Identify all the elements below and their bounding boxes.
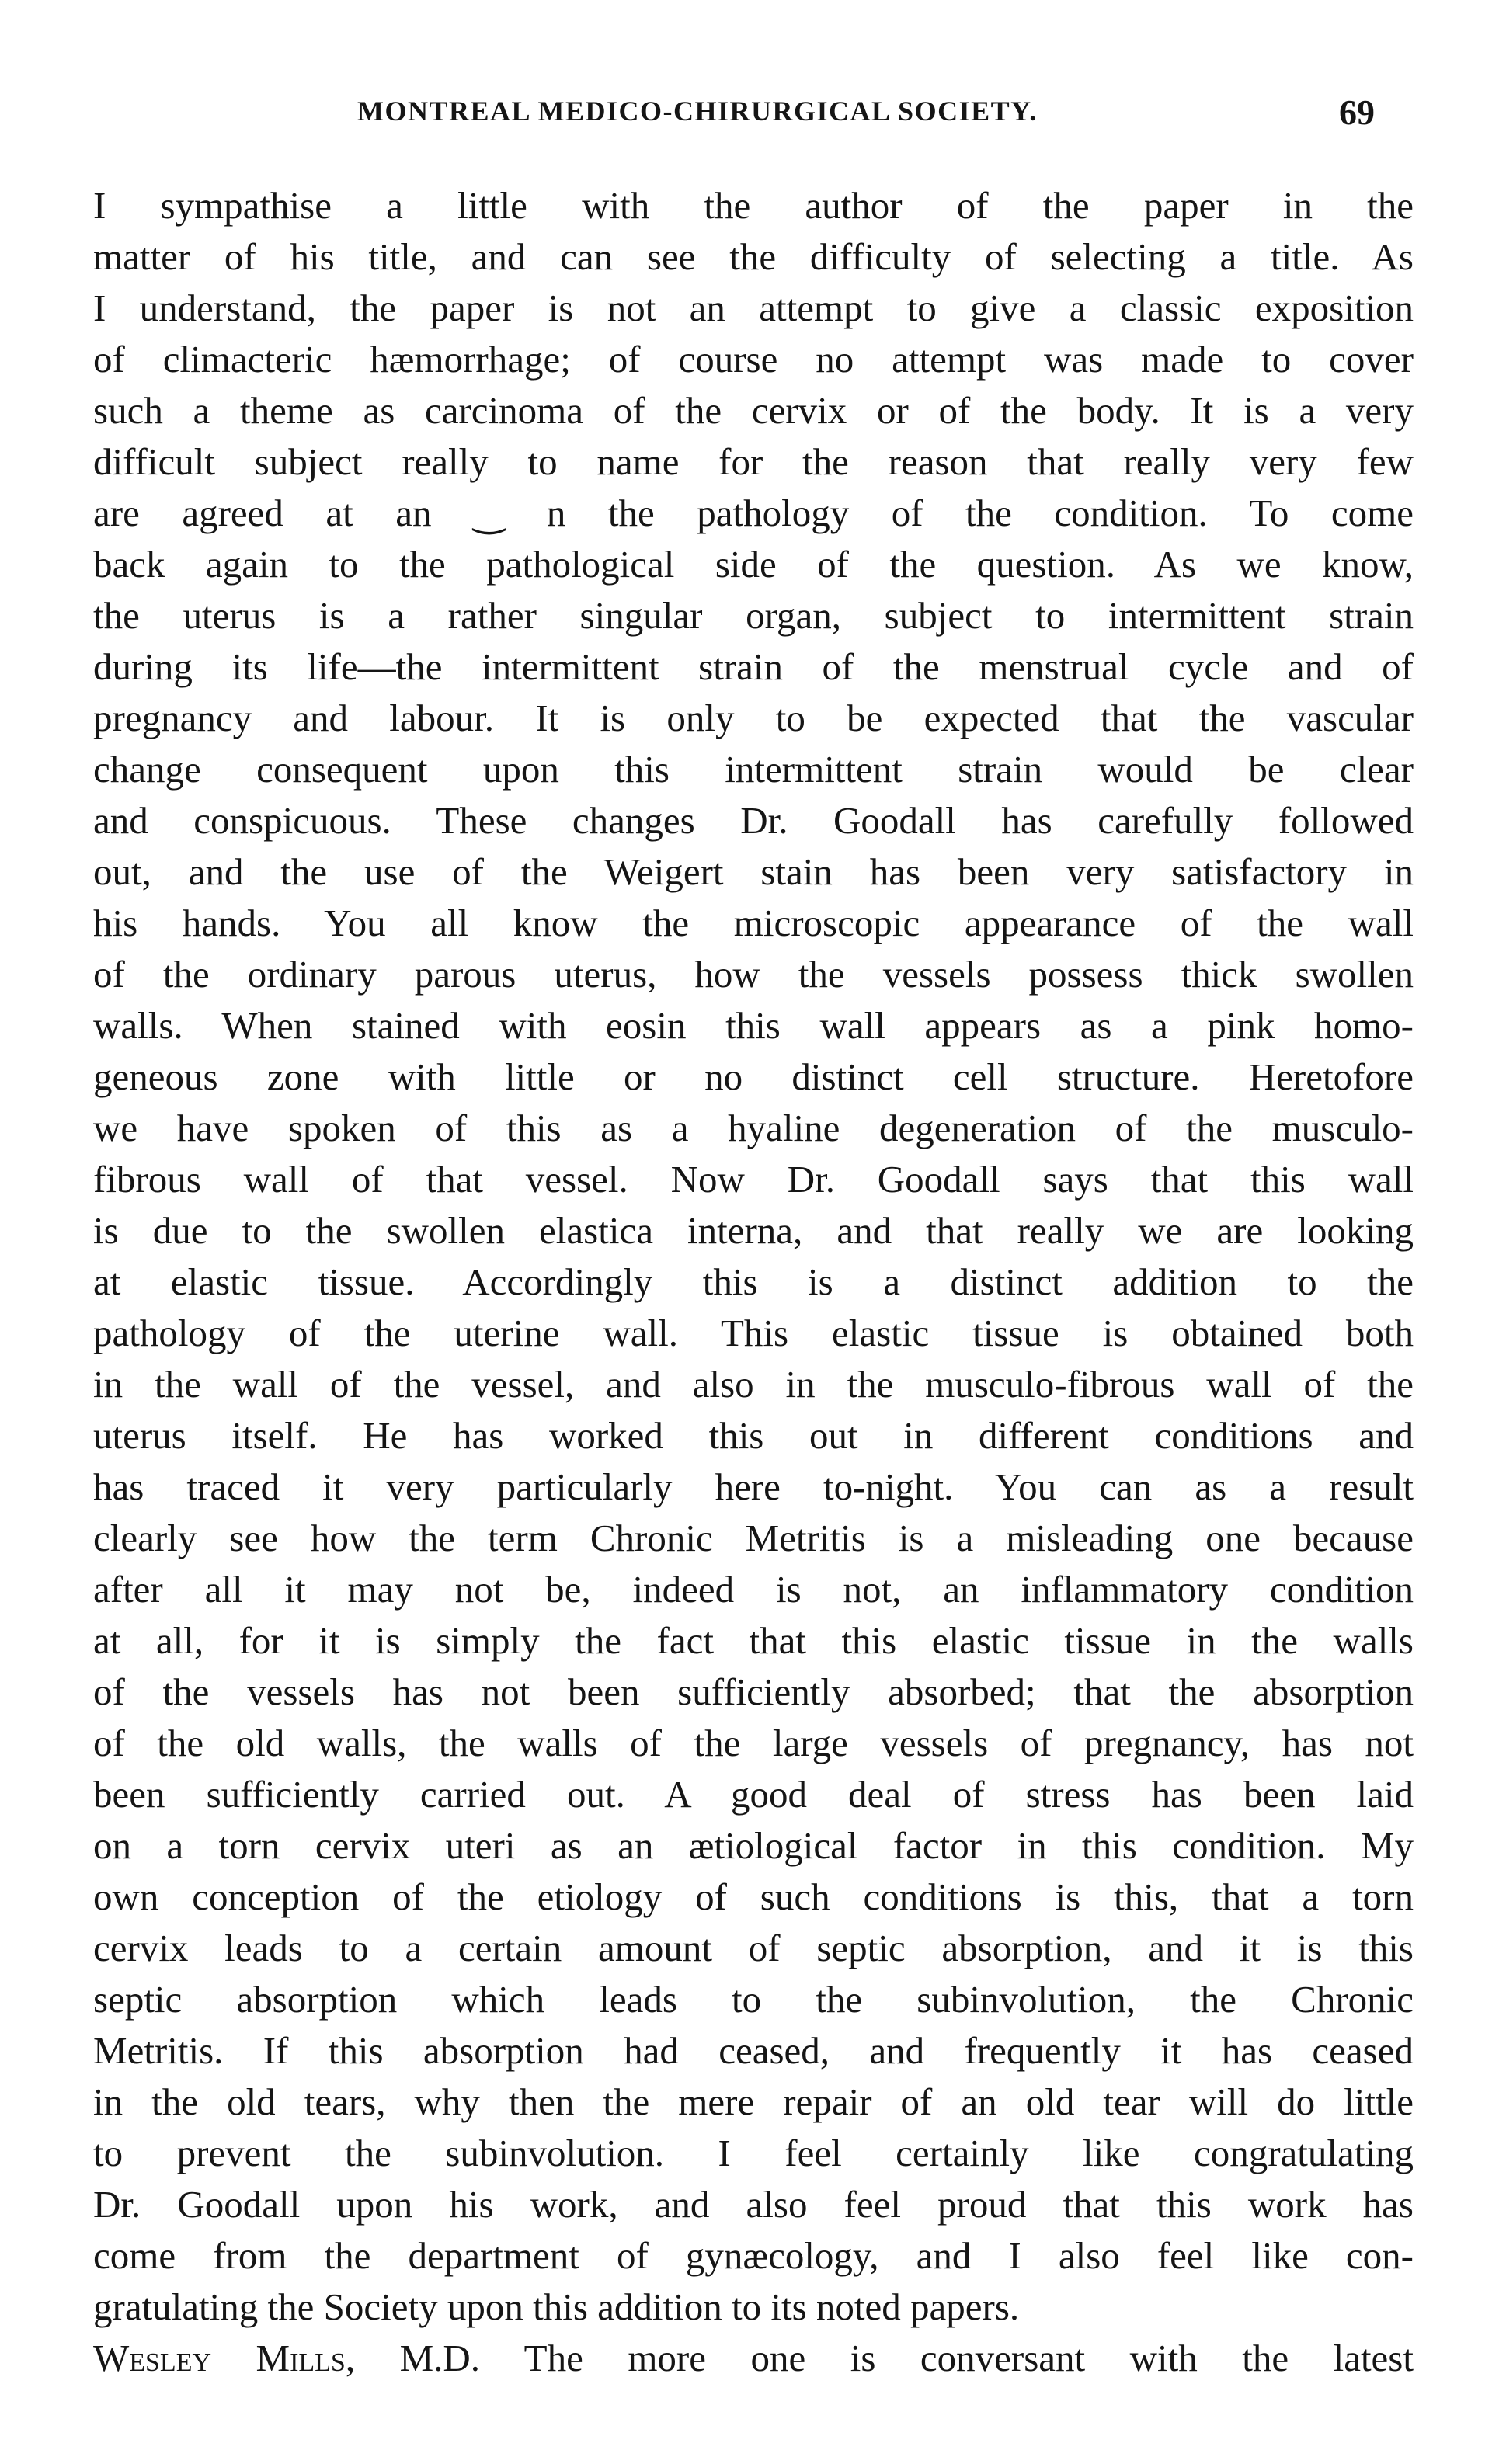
text-line: at elastic tissue. Accordingly this is a distinct addition to the <box>93 1260 1414 1303</box>
text-line: I sympathise a little with the author of the paper in the <box>93 184 1414 227</box>
text-line: during its life—the intermittent strain of the menstrual cycle and of <box>93 645 1414 688</box>
text-line: septic absorption which leads to the subinvolution, the Chronic <box>93 1978 1414 2021</box>
text-line: of the vessels has not been sufficiently absorbed; that the absorption <box>93 1670 1414 1713</box>
text-line: of the ordinary parous uterus, how the vessels possess thick swollen <box>93 953 1414 996</box>
text-line: in the old tears, why then the mere repair of an old tear will do little <box>93 2080 1414 2123</box>
text-line: the uterus is a rather singular organ, subject to intermittent strain <box>93 594 1414 637</box>
text-line: his hands. You all know the microscopic appearance of the wall <box>93 902 1414 944</box>
text-line: after all it may not be, indeed is not, an inflammatory condition <box>93 1568 1414 1611</box>
running-title: MONTREAL MEDICO-CHIRURGICAL SOCIETY. <box>357 96 1038 127</box>
text-line: are agreed at an ‿ n the pathology of the condition. To come <box>93 492 1414 534</box>
text-line: pathology of the uterine wall. This elastic tissue is obtained both <box>93 1312 1414 1354</box>
text-line: matter of his title, and can see the difficulty of selecting a title. As <box>93 235 1414 278</box>
text-line: Dr. Goodall upon his work, and also feel proud that this work has <box>93 2183 1414 2226</box>
page-number: 69 <box>1339 92 1375 132</box>
text-line: gratulating the Society upon this addition to its noted papers. <box>93 2285 1020 2328</box>
running-head <box>93 92 1414 134</box>
text-line: of the old walls, the walls of the large vessels of pregnancy, has not <box>93 1722 1414 1764</box>
text-line: of climacteric hæmorrhage; of course no attempt was made to cover <box>93 338 1414 381</box>
text-line: I understand, the paper is not an attempt to give a classic exposition <box>93 287 1414 329</box>
text-line: difficult subject really to name for the reason that really very few <box>93 440 1414 483</box>
text-line: at all, for it is simply the fact that this elastic tissue in the walls <box>93 1619 1414 1662</box>
text-line: pregnancy and labour. It is only to be expected that the vascular <box>93 697 1414 739</box>
text-line: come from the department of gynæcology, and I also feel like con- <box>93 2234 1414 2277</box>
text-line: Metritis. If this absorption had ceased, and frequently it has ceased <box>93 2029 1414 2072</box>
text-line: uterus itself. He has worked this out in different conditions and <box>93 1414 1414 1457</box>
speaker-name: Wesley Mills, M.D. <box>93 2337 481 2379</box>
text-line: been sufficiently carried out. A good deal of stress has been laid <box>93 1773 1414 1816</box>
body-text <box>93 180 1414 2384</box>
text-line: on a torn cervix uteri as an ætiological factor in this condition. My <box>93 1824 1414 1867</box>
text-line: and conspicuous. These changes Dr. Goodall has carefully followed <box>93 799 1414 842</box>
text-line: cervix leads to a certain amount of septic absorption, and it is this <box>93 1927 1414 1969</box>
text-line: change consequent upon this intermittent strain would be clear <box>93 748 1414 791</box>
text-line: fibrous wall of that vessel. Now Dr. Goodall says that this wall <box>93 1158 1414 1201</box>
text-line: has traced it very particularly here to-night. You can as a result <box>93 1465 1414 1508</box>
text-line: geneous zone with little or no distinct cell structure. Heretofore <box>93 1055 1414 1098</box>
text-line: we have spoken of this as a hyaline degeneration of the musculo- <box>93 1107 1414 1149</box>
text-line: in the wall of the vessel, and also in the musculo-fibrous wall of the <box>93 1363 1414 1406</box>
text-line: clearly see how the term Chronic Metritis is a misleading one because <box>93 1517 1414 1559</box>
final-line <box>93 2333 1414 2384</box>
text-line: such a theme as carcinoma of the cervix or of the body. It is a very <box>93 389 1414 432</box>
text-line: own conception of the etiology of such conditions is this, that a torn <box>93 1875 1414 1918</box>
final-line-text: The more one is conversant with the latest <box>480 2337 1414 2379</box>
text-line: to prevent the subinvolution. I feel certainly like congratulating <box>93 2132 1414 2174</box>
text-line: walls. When stained with eosin this wall appears as a pink homo- <box>93 1004 1414 1047</box>
text-line: is due to the swollen elastica interna, and that really we are looking <box>93 1209 1414 1252</box>
text-line: back again to the pathological side of the question. As we know, <box>93 543 1414 586</box>
text-line: out, and the use of the Weigert stain has been very satisfactory in <box>93 850 1414 893</box>
